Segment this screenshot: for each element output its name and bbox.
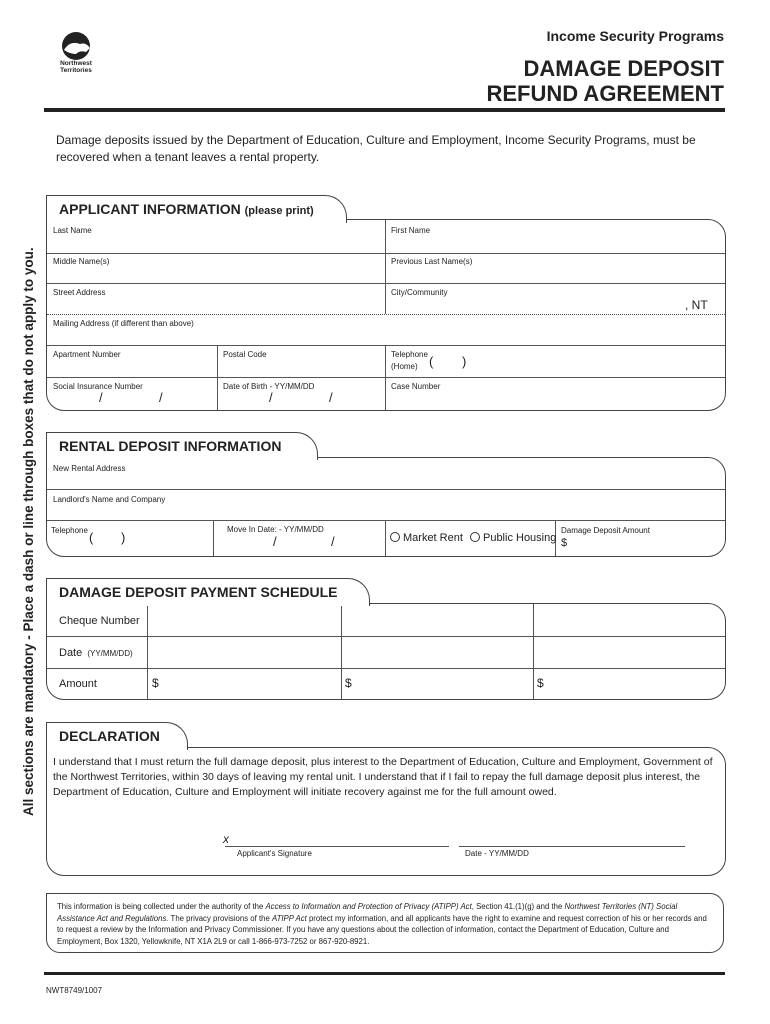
privacy-act-name: Access to Information and Protection of Privacy (ATIPP) Act [265,902,472,911]
applicant-section [46,219,726,411]
privacy-notice [46,893,724,953]
side-note: All sections are mandatory - Place a dash or line through boxes that do not apply to you. [21,247,36,816]
rental-section-tab [46,432,318,460]
amount-dollar-3: $ [537,676,544,690]
move-in-slash-1: / [273,534,277,549]
logo-text: Northwest Territories [60,60,92,74]
payment-date-label [59,647,133,659]
declaration-text: I understand that I must return the full damage deposit, plus interest to the Department of Education, Culture and Employment, Government of the Northwest Territories, within 30 days of leaving my rental unit. I understand that if I fail to repay the full damage deposit plus interest, the Department of Education, Culture and Employment will initiate recovery against me for the full amount owed. [53,756,713,798]
mailing-address-field[interactable]: Mailing Address (if different than above) [53,319,194,328]
postal-code-field[interactable]: Postal Code [223,350,267,359]
first-name-field[interactable]: First Name [391,226,431,235]
rental-paren-open: ( [89,530,94,545]
rental-section [46,457,726,557]
footer-rule [44,972,725,975]
street-address-field[interactable]: Street Address [53,288,106,297]
rental-paren-close: ) [121,530,126,545]
market-rent-radio[interactable] [390,532,463,544]
declaration-section [46,747,726,876]
move-in-date-field[interactable]: Move In Date: - YY/MM/DD [227,525,324,534]
sin-field[interactable]: Social Insurance Number [53,382,143,391]
privacy-regulation-name: Northwest Territories (NT) Social Assistance Act and Regulations. [57,902,678,923]
public-housing-label: Public Housing [482,532,557,544]
radio-icon [390,532,400,542]
date-label: Date [59,647,83,659]
payment-section-title: DAMAGE DEPOSIT PAYMENT SCHEDULE [59,584,338,600]
radio-icon [470,532,480,542]
phone-paren-close: ) [462,354,467,369]
sin-slash-2: / [159,390,163,405]
signature-date-label: Date - YY/MM/DD [465,849,529,858]
date-format-label: (YY/MM/DD) [87,649,133,658]
amount-label: Amount [59,678,97,690]
nwt-logo [46,30,106,76]
payment-section [46,603,726,700]
amount-dollar-2: $ [345,676,352,690]
page-title [486,56,724,106]
applicant-section-tab [46,195,347,223]
header-rule [44,108,725,112]
dob-slash-2: / [329,390,333,405]
amount-dollar-1: $ [152,676,159,690]
applicant-section-title: APPLICANT INFORMATION [59,201,241,217]
deposit-amount-field[interactable]: Damage Deposit Amount [561,526,650,535]
privacy-text-2: , Section 41.(1)(g) and the [471,902,565,911]
middle-names-field[interactable]: Middle Name(s) [53,257,110,266]
intro-text: Damage deposits issued by the Department of Education, Culture and Employment, Income Security Programs, must be recovered when a tenant leaves a rental property. [56,133,696,164]
telephone-field[interactable] [387,346,428,372]
sin-slash-1: / [99,390,103,405]
title-line-1: DAMAGE DEPOSIT [523,56,724,81]
declaration-section-tab [46,722,188,750]
deposit-dollar: $ [561,537,568,549]
privacy-atipp-act: ATIPP Act [271,913,307,923]
apartment-number-field[interactable]: Apartment Number [53,350,121,359]
case-number-field[interactable]: Case Number [391,382,441,391]
privacy-text-4: protect my information, and all applicants have the right to examine and request correction of his or her records and to request a review by the Information and Privacy Commissioner. If you have any questions about the collection of information, contact the Department of Education, Culture and Employment, Box 1320, Yellowknife, NT X1A 2L9 or call 1-866-973-7252 or 867-920-8921. [57,913,707,946]
signature-x-mark: x [223,832,229,846]
signature-line[interactable] [225,846,449,847]
title-line-2: REFUND AGREEMENT [486,81,724,106]
applicant-section-subtitle: (please print) [244,205,314,217]
dob-field[interactable]: Date of Birth - YY/MM/DD [223,382,315,391]
payment-section-tab [46,578,370,606]
public-housing-radio[interactable] [470,532,556,544]
new-rental-address-field[interactable]: New Rental Address [53,464,126,473]
rent-type-options [390,532,556,544]
dob-slash-1: / [269,390,273,405]
signature-label: Applicant's Signature [237,849,312,858]
program-name: Income Security Programs [546,28,724,44]
telephone-label: Telephone [391,350,428,359]
last-name-field[interactable]: Last Name [53,226,92,235]
form-number: NWT8749/1007 [46,986,103,995]
rental-section-title: RENTAL DEPOSIT INFORMATION [59,438,282,454]
landlord-field[interactable]: Landlord's Name and Company [53,495,166,504]
home-label: (Home) [391,362,418,371]
city-field[interactable]: City/Community [391,288,448,297]
market-rent-label: Market Rent [403,532,463,544]
privacy-text-1: This information is being collected under the authority of the [57,902,266,911]
declaration-section-title: DECLARATION [59,728,160,744]
move-in-slash-2: / [331,534,335,549]
signature-date-line[interactable] [459,846,685,847]
rental-telephone-field[interactable]: Telephone [51,526,88,535]
privacy-text-3: The privacy provisions of the [168,913,272,923]
phone-paren-open: ( [429,354,434,369]
cheque-number-label: Cheque Number [59,615,140,627]
previous-last-name-field[interactable]: Previous Last Name(s) [391,257,473,266]
nt-suffix: , NT [685,298,708,312]
